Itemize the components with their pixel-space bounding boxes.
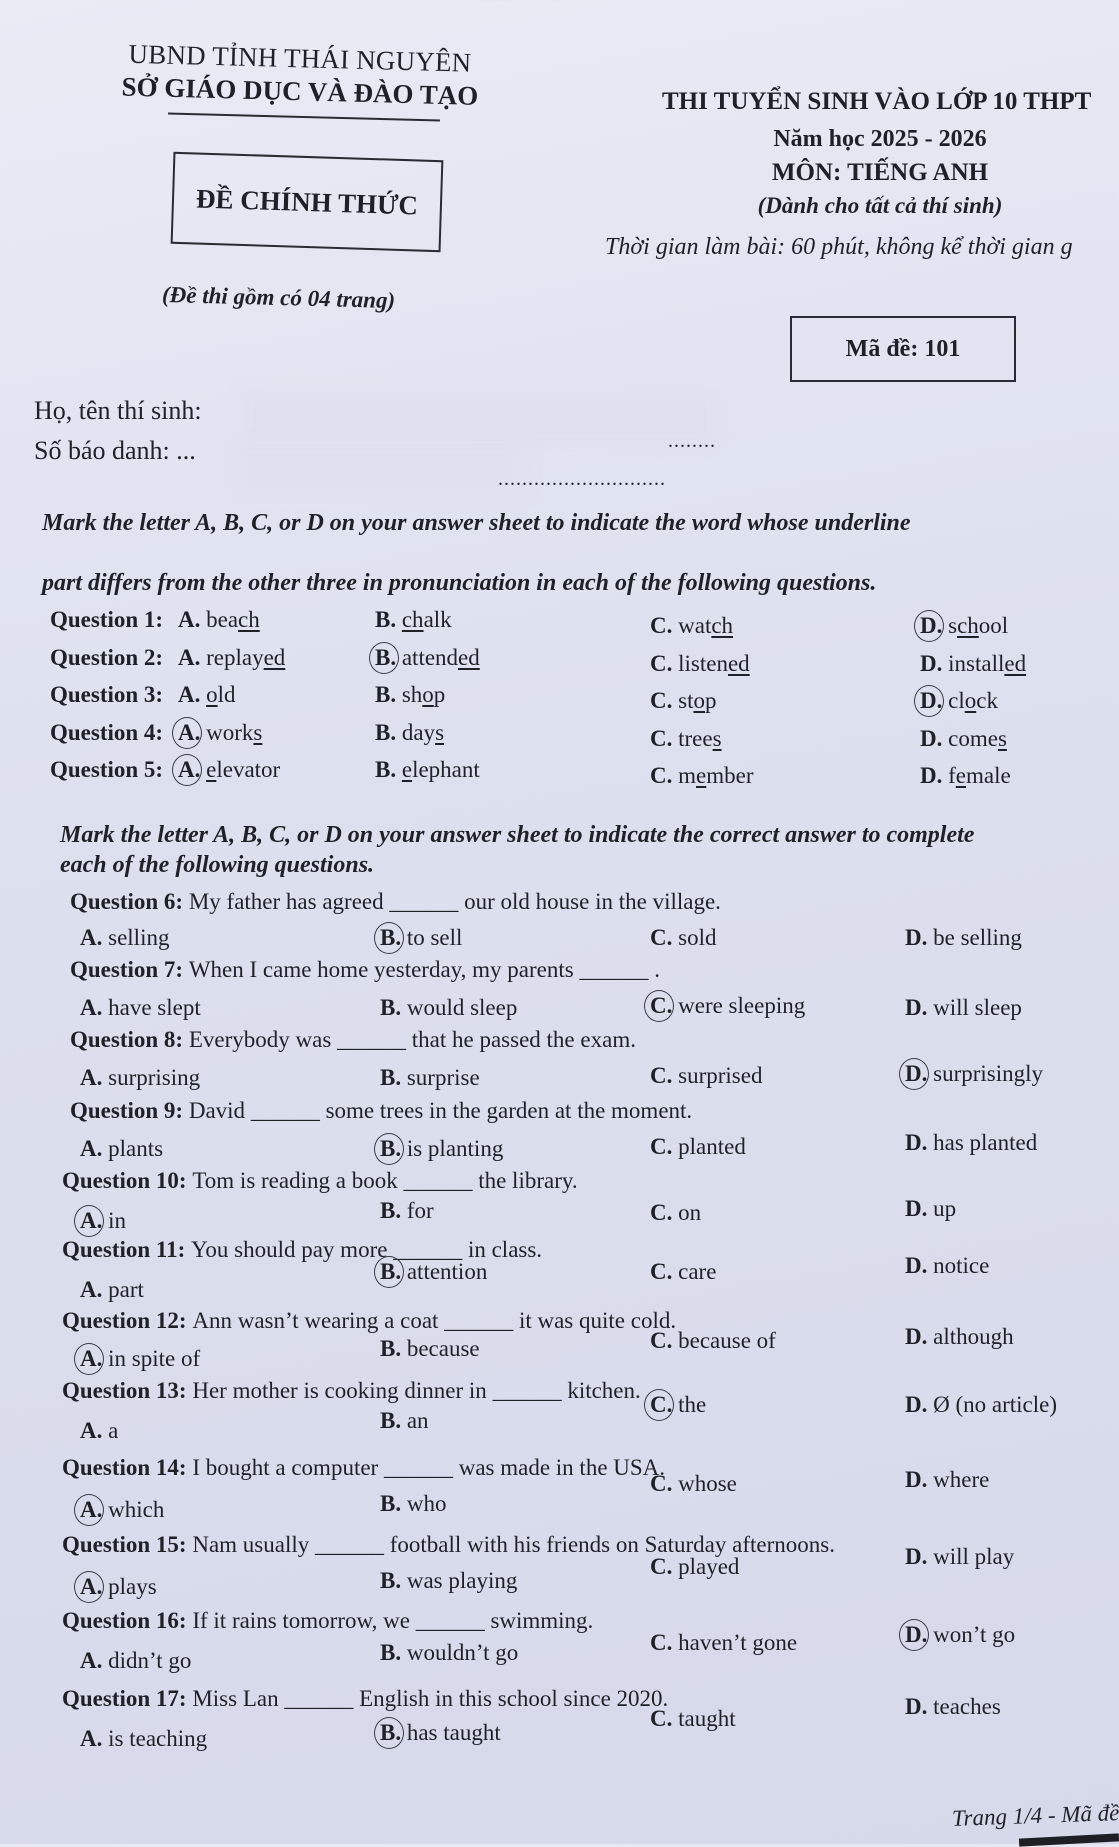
answer-option[interactable]: C. on xyxy=(650,1200,702,1225)
option-letter: A. xyxy=(80,1065,109,1090)
id-dots: ............................ xyxy=(498,468,666,490)
answer-option[interactable]: D. comes xyxy=(920,726,1007,751)
option-letter: A. xyxy=(80,1136,109,1161)
answer-option[interactable]: B. shop xyxy=(375,682,446,707)
exam-code-box xyxy=(790,316,1016,382)
answer-option[interactable]: A. elevator xyxy=(178,757,281,782)
answer-option[interactable]: B. because xyxy=(380,1336,480,1361)
redacted-area xyxy=(240,388,720,448)
answer-option[interactable]: C. the xyxy=(650,1392,707,1417)
school-year: Năm học 2025 - 2026 xyxy=(773,126,987,152)
answer-option[interactable]: A. have slept xyxy=(80,995,201,1020)
answer-blank: ______ xyxy=(250,1098,320,1123)
option-letter: C. xyxy=(650,651,679,676)
option-letter: A. xyxy=(178,682,207,707)
option-letter: C. xyxy=(650,1392,679,1417)
answer-blank: ______ xyxy=(415,1608,485,1633)
option-letter: D. xyxy=(920,651,949,676)
answer-option[interactable]: C. because of xyxy=(650,1328,776,1353)
name-dots: ........ xyxy=(668,430,716,452)
option-letter: A. xyxy=(80,1726,109,1751)
answer-option[interactable]: D. be selling xyxy=(905,925,1022,950)
department-name: SỞ GIÁO DỤC VÀ ĐÀO TẠO xyxy=(121,71,479,111)
question-text: Question 17: Miss Lan ______ English in this school since 2020. xyxy=(62,1686,669,1711)
question-text: Question 6: My father has agreed ______ our old house in the village. xyxy=(70,889,721,914)
answer-option[interactable]: B. attention xyxy=(380,1259,488,1284)
option-letter: D. xyxy=(920,613,949,638)
option-letter: D. xyxy=(905,1694,934,1719)
answer-option[interactable]: D. where xyxy=(905,1467,990,1492)
option-letter: B. xyxy=(380,1336,407,1361)
option-letter: B. xyxy=(375,720,402,745)
option-letter: A. xyxy=(80,1648,109,1673)
question-text: Question 12: Ann wasn’t wearing a coat ______ it was quite cold. xyxy=(62,1308,677,1333)
question-text: Question 13: Her mother is cooking dinner in ______ kitchen. xyxy=(62,1378,641,1403)
duration-note: Thời gian làm bài: 60 phút, không kể thời gian g xyxy=(605,234,1073,260)
underlined-part: ed xyxy=(727,651,750,676)
question-text: Question 7: When I came home yesterday, my parents ______ . xyxy=(70,957,660,982)
underlined-part: ed xyxy=(263,645,286,670)
official-label: ĐỀ CHÍNH THỨC xyxy=(195,183,419,220)
exam-code: Mã đề: 101 xyxy=(845,335,961,362)
option-letter: A. xyxy=(80,1497,109,1522)
option-letter: D. xyxy=(905,1324,934,1349)
option-letter: B. xyxy=(375,682,402,707)
option-letter: D. xyxy=(905,1196,934,1221)
answer-option[interactable]: A. in spite of xyxy=(80,1346,201,1371)
option-letter: B. xyxy=(380,1408,407,1433)
underlined-part: ch xyxy=(957,613,979,638)
answer-option[interactable]: B. who xyxy=(380,1491,447,1516)
question-label: Question 4: xyxy=(50,720,164,745)
answer-option[interactable]: D. up xyxy=(905,1196,957,1221)
option-letter: A. xyxy=(80,1418,109,1443)
pages-note: (Đề thi gồm có 04 trang) xyxy=(161,281,396,314)
answer-option[interactable]: D. has planted xyxy=(905,1130,1038,1155)
answer-option[interactable]: C. played xyxy=(650,1554,740,1579)
option-letter: C. xyxy=(650,763,679,788)
page-footer: Trang 1/4 - Mã đề xyxy=(951,1800,1119,1831)
answer-option[interactable]: B. attended xyxy=(375,645,480,670)
question-label: Question 1: xyxy=(50,607,164,632)
option-letter: C. xyxy=(650,925,679,950)
option-letter: D. xyxy=(920,726,949,751)
answer-option[interactable]: A. is teaching xyxy=(80,1726,208,1751)
header-divider xyxy=(168,112,440,121)
underlined-part: o xyxy=(206,682,218,707)
option-letter: D. xyxy=(905,1253,934,1278)
subject: MÔN: TIẾNG ANH xyxy=(771,159,989,186)
question-label: Question 3: xyxy=(50,682,164,707)
answer-option[interactable]: C. listened xyxy=(650,651,750,676)
answer-blank: ______ xyxy=(383,1455,453,1480)
answer-option[interactable]: B. surprise xyxy=(380,1065,480,1090)
answer-option[interactable]: D. won’t go xyxy=(905,1622,1016,1647)
answer-blank: ______ xyxy=(403,1168,473,1193)
answer-option[interactable]: A. plants xyxy=(80,1136,164,1161)
answer-option[interactable]: A. old xyxy=(178,682,236,707)
answer-option[interactable]: C. care xyxy=(650,1259,717,1284)
option-letter: C. xyxy=(650,1134,679,1159)
answer-blank: ______ xyxy=(284,1686,354,1711)
underlined-part: e xyxy=(206,757,217,782)
answer-blank: ______ xyxy=(393,1237,463,1262)
answer-option[interactable]: A. selling xyxy=(80,925,170,950)
redacted-area-2 xyxy=(230,440,530,500)
header-right xyxy=(640,88,1119,219)
header-left xyxy=(100,38,500,111)
answer-option[interactable]: B. has taught xyxy=(380,1720,501,1745)
option-letter: C. xyxy=(650,688,679,713)
question-label: Question 5: xyxy=(50,757,164,782)
option-letter: A. xyxy=(178,607,207,632)
underlined-part: o xyxy=(693,688,705,713)
answer-option[interactable]: C. trees xyxy=(650,726,722,751)
answer-blank: ______ xyxy=(492,1378,562,1403)
answer-option[interactable]: C. stop xyxy=(650,688,717,713)
option-letter: D. xyxy=(905,925,934,950)
answer-blank: ______ xyxy=(389,889,459,914)
question-text: Question 8: Everybody was ______ that he passed the exam. xyxy=(70,1027,636,1052)
answer-option[interactable]: B. would sleep xyxy=(380,995,518,1020)
answer-blank: ______ xyxy=(337,1027,407,1052)
option-letter: C. xyxy=(650,1259,679,1284)
option-letter: A. xyxy=(178,757,207,782)
option-letter: A. xyxy=(80,1208,109,1233)
option-letter: C. xyxy=(650,1706,679,1731)
answer-option[interactable]: B. was playing xyxy=(380,1568,518,1593)
answer-option[interactable]: D. although xyxy=(905,1324,1014,1349)
answer-option[interactable]: A. surprising xyxy=(80,1065,201,1090)
question-text: Question 11: You should pay more ______ in class. xyxy=(62,1237,543,1262)
answer-option[interactable]: A. beach xyxy=(178,607,260,632)
section1-instruction-2: part differs from the other three in pronunciation in each of the following questions. xyxy=(42,570,877,596)
answer-option[interactable]: A. in xyxy=(80,1208,127,1233)
answer-option[interactable]: D. installed xyxy=(920,651,1027,676)
answer-option[interactable]: D. will play xyxy=(905,1544,1015,1569)
answer-option[interactable]: A. part xyxy=(80,1277,144,1302)
answer-option[interactable]: D. teaches xyxy=(905,1694,1001,1719)
section2-instruction-1: Mark the letter A, B, C, or D on your answer sheet to indicate the correct answer to complete xyxy=(60,822,975,848)
answer-blank: ______ xyxy=(315,1532,384,1557)
question-text: Question 9: David ______ some trees in the garden at the moment. xyxy=(70,1098,693,1123)
answer-option[interactable]: B. for xyxy=(380,1198,434,1223)
answer-option[interactable]: A. which xyxy=(80,1497,165,1522)
option-letter: A. xyxy=(80,995,109,1020)
underlined-part: ed xyxy=(1004,651,1027,676)
option-letter: D. xyxy=(905,1392,934,1417)
option-letter: B. xyxy=(380,1720,407,1745)
underlined-part: e xyxy=(955,763,967,788)
option-letter: C. xyxy=(650,1063,679,1088)
option-letter: D. xyxy=(920,763,949,788)
option-letter: D. xyxy=(920,688,949,713)
question-text: Question 14: I bought a computer ______ was made in the USA. xyxy=(62,1455,666,1480)
option-letter: C. xyxy=(650,1200,679,1225)
answer-option[interactable]: B. days xyxy=(375,720,445,745)
exam-title: THI TUYỂN SINH VÀO LỚP 10 THPT xyxy=(662,88,1092,115)
option-letter: A. xyxy=(80,1277,109,1302)
answer-option[interactable]: D. clock xyxy=(920,688,998,713)
option-letter: C. xyxy=(650,1328,679,1353)
option-letter: D. xyxy=(905,1130,934,1155)
option-letter: B. xyxy=(380,995,407,1020)
option-letter: B. xyxy=(380,1568,407,1593)
question-text: Question 10: Tom is reading a book ______ the library. xyxy=(62,1168,578,1193)
answer-option[interactable]: D. will sleep xyxy=(905,995,1022,1020)
answer-option[interactable]: A. plays xyxy=(80,1574,157,1599)
answer-option[interactable]: A. works xyxy=(178,720,263,745)
option-letter: B. xyxy=(380,1065,407,1090)
option-letter: A. xyxy=(80,925,109,950)
option-letter: B. xyxy=(380,1640,407,1665)
candidate-id-label: Số báo danh: ... xyxy=(34,436,196,465)
answer-option[interactable]: B. to sell xyxy=(380,925,463,950)
question-text: Question 16: If it rains tomorrow, we ______ swimming. xyxy=(62,1608,594,1633)
answer-option[interactable]: C. sold xyxy=(650,925,717,950)
answer-option[interactable]: B. is planting xyxy=(380,1136,504,1161)
answer-option[interactable]: D. surprisingly xyxy=(905,1061,1044,1086)
section2-instruction-2: each of the following questions. xyxy=(60,852,375,878)
answer-option[interactable]: A. a xyxy=(80,1418,119,1443)
answer-option[interactable]: C. member xyxy=(650,763,754,788)
answer-option[interactable]: C. surprised xyxy=(650,1063,763,1088)
answer-option[interactable]: B. chalk xyxy=(375,607,452,632)
answer-option[interactable]: C. haven’t gone xyxy=(650,1630,798,1655)
underlined-part: e xyxy=(696,763,707,788)
underlined-part: o xyxy=(422,682,434,707)
option-letter: C. xyxy=(650,726,679,751)
answer-option[interactable]: B. elephant xyxy=(375,757,480,782)
underlined-part: s xyxy=(435,720,445,745)
option-letter: B. xyxy=(380,1136,407,1161)
answer-option[interactable]: C. taught xyxy=(650,1706,736,1731)
option-letter: B. xyxy=(375,757,402,782)
answer-option[interactable]: A. didn’t go xyxy=(80,1648,192,1673)
option-letter: B. xyxy=(380,1491,407,1516)
option-letter: D. xyxy=(905,1544,934,1569)
underlined-part: e xyxy=(401,757,413,782)
option-letter: C. xyxy=(650,1471,679,1496)
option-letter: B. xyxy=(380,1198,407,1223)
candidate-name-label: Họ, tên thí sinh: xyxy=(34,396,202,425)
answer-option[interactable]: C. were sleeping xyxy=(650,993,806,1018)
answer-option[interactable]: B. an xyxy=(380,1408,429,1433)
authority-name: UBND TỈNH THÁI NGUYÊN xyxy=(128,38,472,78)
underlined-part: s xyxy=(253,720,263,745)
underlined-part: ch xyxy=(238,607,260,632)
answer-blank: ______ xyxy=(579,957,649,982)
section1-instruction-1: Mark the letter A, B, C, or D on your answer sheet to indicate the word whose underline xyxy=(42,510,911,536)
answer-option[interactable]: B. wouldn’t go xyxy=(380,1640,519,1665)
option-letter: C. xyxy=(650,1630,679,1655)
underlined-part: ch xyxy=(711,613,734,638)
answer-option[interactable]: C. watch xyxy=(650,613,734,638)
answer-option[interactable]: D. female xyxy=(920,763,1011,788)
option-letter: D. xyxy=(905,1061,934,1086)
option-letter: D. xyxy=(905,1622,934,1647)
underlined-part: o xyxy=(964,688,977,713)
option-letter: C. xyxy=(650,1554,679,1579)
option-letter: B. xyxy=(380,1259,407,1284)
option-letter: C. xyxy=(650,613,679,638)
answer-option[interactable]: D. school xyxy=(920,613,1009,638)
underlined-part: ed xyxy=(458,645,480,670)
underlined-part: ch xyxy=(401,607,424,632)
underlined-part: s xyxy=(997,726,1007,751)
answer-option[interactable]: A. replayed xyxy=(178,645,286,670)
option-letter: A. xyxy=(178,645,207,670)
option-letter: B. xyxy=(375,645,402,670)
underlined-part: s xyxy=(712,726,722,751)
answer-blank: ______ xyxy=(444,1308,514,1333)
answer-option[interactable]: C. whose xyxy=(650,1471,737,1496)
answer-option[interactable]: D. Ø (no article) xyxy=(905,1392,1058,1417)
option-letter: B. xyxy=(380,925,407,950)
option-letter: C. xyxy=(650,993,679,1018)
option-letter: D. xyxy=(905,995,934,1020)
option-letter: B. xyxy=(375,607,402,632)
option-letter: A. xyxy=(80,1346,109,1371)
question-label: Question 2: xyxy=(50,645,164,670)
question-text: Question 15: Nam usually ______ football with his friends on Saturday afternoons. xyxy=(62,1532,835,1557)
answer-option[interactable]: C. planted xyxy=(650,1134,746,1159)
option-letter: A. xyxy=(178,720,207,745)
table-edge-shadow xyxy=(1019,1833,1119,1846)
option-letter: A. xyxy=(80,1574,109,1599)
official-exam-badge xyxy=(171,152,444,252)
audience-note: (Dành cho tất cả thí sinh) xyxy=(757,193,1003,218)
option-letter: D. xyxy=(905,1467,934,1492)
answer-option[interactable]: D. notice xyxy=(905,1253,990,1278)
